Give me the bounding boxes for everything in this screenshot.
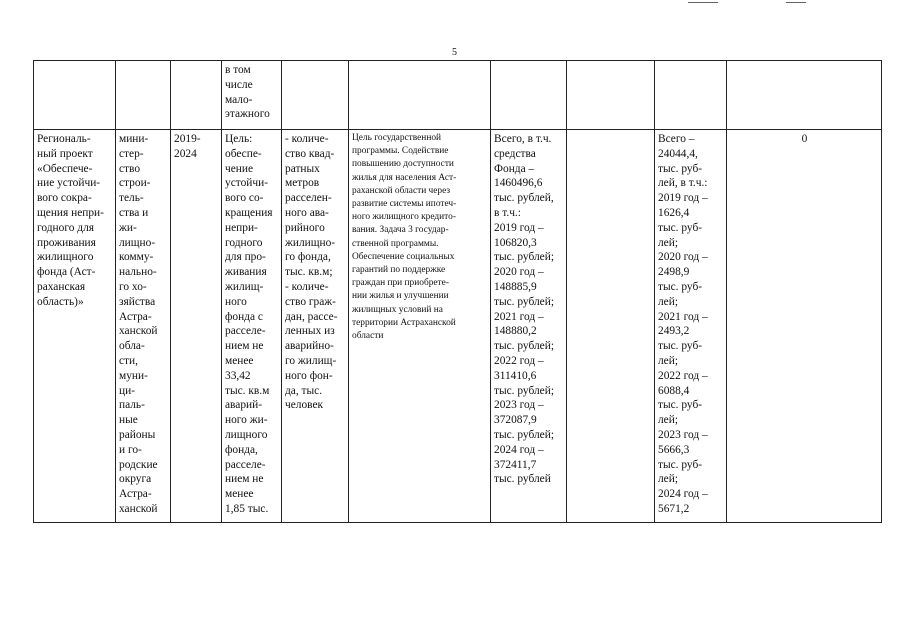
table-row <box>34 130 882 523</box>
table-cell <box>34 61 116 130</box>
table-cell <box>567 61 655 130</box>
top-edge-mark <box>786 2 806 3</box>
table-cell <box>655 61 727 130</box>
table-cell <box>116 61 171 130</box>
goal-cell: Цель: обеспе- чение устойчи- вого со- кращения непри- годного для про- живания жилищ- ного фонда с расселе- нием не менее 33,42 тыс. кв.м аварий- ного жи- лищного фонда, расселе- нием не менее 1,85 тыс. <box>222 130 282 523</box>
indicators-cell: - количе- ство квад- ратных метров расселен- ного ава- рийного жилищно- го фонда, тыс. кв.м; - количе- ство граж- дан, рассе- ленных из аварийно- го жилищ- ного фон- да, тыс. человек <box>282 130 349 523</box>
empty-cell <box>567 130 655 523</box>
period-cell: 2019- 2024 <box>171 130 222 523</box>
funding-cell: Всего, в т.ч. средства Фонда – 1460496,6 тыс. рублей, в т.ч.: 2019 год – 106820,3 тыс. рублей; 2020 год – 148885,9 тыс. рублей; 2021 год – 148880,2 тыс. рублей; 2022 год – 311410,6 тыс. рублей; 2023 год – 372087,9 тыс. рублей; 2024 год – 372411,7 тыс. рублей <box>491 130 567 523</box>
value-cell: 0 <box>727 130 882 523</box>
table-cell <box>491 61 567 130</box>
project-name-cell: Региональ- ный проект «Обеспече- ние устойчи- вого сокра- щения непри- годного для проживания жилищного фонда (Аст- раханская область)» <box>34 130 116 523</box>
table-cell <box>282 61 349 130</box>
table-row <box>34 61 882 130</box>
table-cell <box>171 61 222 130</box>
program-table <box>33 60 882 523</box>
table-cell <box>727 61 882 130</box>
page-number: 5 <box>452 47 457 58</box>
top-edge-mark <box>688 2 718 3</box>
regional-funding-cell: Всего – 24044,4, тыс. руб- лей, в т.ч.: 2019 год – 1626,4 тыс. руб- лей; 2020 год – 2498,9 тыс. руб- лей; 2021 год – 2493,2 тыс. руб- лей; 2022 год – 6088,4 тыс. руб- лей; 2023 год – 5666,3 тыс. руб- лей; 2024 год – 5671,2 <box>655 130 727 523</box>
responsible-cell: мини- стер- ство строи- тель- ства и жи- лищно- комму- нально- го хо- зяйства Астра- ханской обла- сти, муни- ци- паль- ные районы и го- родские округа Астра- ханской <box>116 130 171 523</box>
table-cell: в том числе мало- этажного <box>222 61 282 130</box>
table-cell <box>349 61 491 130</box>
program-goal-cell: Цель государственной программы. Содействие повышению доступности жилья для населения Аст- раханской области через развитие системы ипотеч- ного жилищного кредито- вания. Задача 3 государ- ственной программы. Обеспечение социальных гарантий по поддержке граждан при приобрете- нии жилья и улучшении жилищных условий на территории Астраханской области <box>349 130 491 523</box>
